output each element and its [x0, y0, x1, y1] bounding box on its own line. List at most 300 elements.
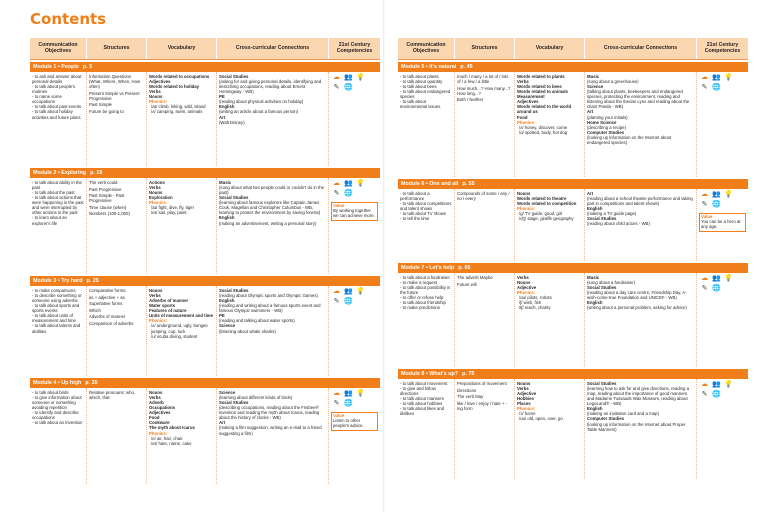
phonics-item: /u/ scuba diving, student [151, 333, 198, 339]
structures-cell [87, 178, 147, 274]
globe-icon: 🌐 [344, 84, 353, 92]
phonics-item: /ɑu/ old, open, over, go [519, 416, 563, 422]
competency-icons [331, 390, 371, 409]
structures-cell [87, 72, 147, 166]
thinking-icon: ☁ [701, 191, 708, 199]
table-header [398, 38, 748, 60]
globe-icon: 🌐 [344, 400, 353, 408]
module-page: p. 15 [90, 170, 103, 176]
vocab-item: Features of nature [149, 308, 187, 314]
objective-item: - to identify and describe occupations [32, 410, 79, 421]
vocab-item: Cookware [149, 420, 170, 426]
value-text: Listen to other people's advice. [333, 417, 364, 428]
module-label: Module 5 • It's natural [401, 64, 457, 70]
value-title: Value [701, 214, 713, 219]
subject-detail: (song about what two people could or couldn't do in the past) [219, 185, 324, 196]
subject-detail: (describing a recipe) [587, 124, 626, 130]
subject-name: Science [219, 323, 236, 329]
subject-name: Music [219, 180, 232, 185]
vocab-item: Nouns [149, 390, 163, 395]
objective-item: - to talk about sports and sports events [32, 303, 80, 314]
globe-icon: 🌐 [712, 391, 721, 399]
cross-curricular-cell [217, 388, 329, 484]
table-header [30, 38, 380, 60]
structure-item: Both / Neither [457, 97, 484, 103]
idea-icon: 💡 [724, 275, 733, 283]
objective-item: - to talk about environmental issues [400, 99, 441, 110]
team-icon: 👥 [344, 390, 353, 398]
thinking-icon: ☁ [333, 74, 340, 82]
phonics-item: /ɔ/ horse [519, 411, 536, 417]
structure-item: The verb could [89, 180, 118, 185]
structure-item: Past Simple [89, 102, 112, 108]
objective-item: - to talk about actions that were happening in the past and were interrupted by other actions in the past [32, 195, 84, 216]
competencies-cell [329, 72, 380, 166]
competency-icons [699, 74, 739, 93]
phonics-label: Phonics: [517, 290, 536, 296]
objective-item: - to talk about hobbies [400, 401, 443, 407]
vocab-item: Measurement [517, 94, 545, 100]
subject-detail: (reading about Olympic sports and Olympic Games) [219, 293, 318, 299]
subject-detail: (learning about different kinds of birds) [219, 395, 293, 401]
vocabulary-cell [515, 273, 585, 367]
phonics-label: Phonics: [517, 119, 536, 125]
thinking-icon: ☁ [701, 275, 708, 283]
phonics-label: Phonics: [517, 206, 536, 212]
vocabulary-cell [515, 189, 585, 261]
module-row [30, 72, 380, 166]
subject-detail: (talking about plants, beekeepers and endangered species, protecting the environment, reading and listening about the Iberian Lynx and reading about the Giant Panda - WB) [587, 89, 690, 110]
structure-item: Future be going to [89, 108, 124, 114]
vocabulary-cell [147, 286, 217, 376]
module-row [398, 189, 748, 261]
objectives-cell [30, 178, 87, 274]
vocabulary-cell [147, 178, 217, 274]
subject-name: Science [219, 390, 236, 395]
subject-detail: (Walt Disney) [219, 119, 245, 125]
objective-item: - to talk about bees [400, 84, 437, 90]
value-box [331, 202, 378, 221]
cross-curricular-cell [585, 379, 697, 479]
objective-item: - to talk about friendship [400, 300, 446, 306]
objectives-cell [398, 189, 455, 261]
structure-item: as + adjective + as [89, 294, 125, 300]
subject-detail: (describing occupations, reading about the Frisbee® invention and reading the myth about Icarus, reading about the history of clocks - WB) [219, 405, 320, 421]
structures-cell [455, 273, 515, 367]
subject-name: Art [219, 420, 226, 426]
vocab-item: Words related to the world around us [517, 104, 572, 115]
phonics-item: /ʌ/ honey, discover, come [519, 124, 568, 130]
vocab-item: Nouns [517, 191, 531, 196]
objective-item: - to talk about ability in the past [32, 180, 82, 191]
vocab-item: Nouns [149, 94, 163, 100]
structures-cell [455, 72, 515, 177]
module-page: p. 35 [85, 380, 98, 386]
module-row [398, 273, 748, 367]
subject-name: English [219, 215, 235, 221]
objectives-cell [398, 273, 455, 367]
phonics-item: /aɪ/ fight, dive, fly, tiger [151, 205, 195, 211]
subject-detail: (reading about child actors - WB) [587, 221, 650, 227]
vocabulary-cell [515, 379, 585, 479]
phonics-label: Phonics: [149, 200, 168, 206]
module-label: Module 7 • Let's help [401, 265, 455, 271]
subject-name: Computer Studies [587, 416, 625, 422]
globe-icon: 🌐 [712, 84, 721, 92]
module-row [398, 72, 748, 177]
module-page: p. 65 [458, 265, 471, 271]
subject-detail: (listening about whale sharks) [219, 328, 276, 334]
structure-item: Comparative forms: [89, 288, 127, 293]
objective-item: - to learn about an explorer's life [32, 215, 67, 226]
objective-item: - to give information about someone or something avoiding repetition [32, 395, 82, 411]
subject-detail: (asking for and giving personal details, identifying and describing occupations, reading about Ernest Hemingway - WB) [219, 79, 322, 95]
subject-detail: (song about a greenhouse) [587, 79, 639, 85]
vocab-item: Verbs [517, 79, 529, 85]
value-box [331, 412, 378, 431]
value-title: Value [333, 203, 345, 208]
idea-icon: 💡 [724, 381, 733, 389]
module-heading [398, 62, 748, 72]
structure-item: Future will [457, 281, 477, 287]
phonics-item: /eɪ/ hate, name, cake [151, 440, 192, 446]
module-page: p. 75 [462, 371, 475, 377]
vocab-item: Hobbies [517, 396, 534, 402]
structure-item: Comparison of adverbs [89, 320, 134, 326]
module-row [398, 379, 748, 479]
cross-curricular-cell [217, 72, 329, 166]
structure-item: Relative pronouns: who, which, that [89, 390, 136, 401]
vocab-item: The myth about Icarus [149, 425, 195, 431]
vocab-item: Adjective [517, 285, 537, 291]
competencies-cell [697, 72, 748, 177]
subject-name: Music [587, 74, 600, 79]
right-modules [398, 62, 748, 479]
subject-name: Social Studies [587, 285, 617, 291]
subject-detail: (making an advertisement, writing a personal story) [219, 220, 317, 226]
header-cross-curricular: Cross-curricular Connections [217, 38, 329, 59]
header-cross-curricular: Cross-curricular Connections [585, 38, 697, 59]
vocab-item: Words related to bees [517, 84, 562, 90]
subject-name: Computer Studies [587, 129, 625, 135]
subject-detail: (looking up information on the Internet about endangered species) [587, 134, 672, 145]
creativity-icon: ✎ [333, 298, 340, 306]
objective-item: - to talk about likes and dislikes [400, 406, 445, 417]
phonics-item: /g/ TV guide, good, girl [519, 211, 563, 217]
value-title: Value [333, 413, 345, 418]
phonics-label: Phonics: [149, 318, 168, 324]
phonics-item: /ʌ/ underground, ugly, bungee jumping, cup, luck [151, 323, 208, 334]
phonics-item: /ɑ/ spotted, body, hot dog [519, 129, 568, 135]
team-icon: 👥 [344, 74, 353, 82]
vocab-item: Words related to plants [517, 74, 565, 79]
value-box [699, 213, 746, 232]
subject-name: English [587, 406, 603, 412]
subject-name: Home Science [587, 119, 617, 125]
vocab-item: Nouns [517, 381, 531, 386]
cross-curricular-cell [217, 286, 329, 376]
header-structures: Structures [87, 38, 147, 59]
thinking-icon: ☁ [333, 288, 340, 296]
competencies-cell [329, 388, 380, 484]
cross-curricular-cell [585, 189, 697, 261]
objective-item: - to talk about manners [400, 396, 444, 402]
objectives-cell [30, 388, 87, 484]
structure-item: Compounds of some / any / no / every [457, 191, 510, 202]
vocab-item: Verbs [149, 395, 161, 401]
structures-cell [87, 286, 147, 376]
structures-cell [87, 388, 147, 484]
competency-icons [331, 180, 371, 199]
module-label: Module 4 • Up high [33, 380, 82, 386]
vocab-item: Places [517, 401, 531, 407]
vocab-item: Food [149, 415, 160, 421]
subject-detail: (learning about famous explorers like Captain James Cook, Magellan and Christopher Columbus - WB, learning to protect the environment by saving forests) [219, 200, 321, 216]
module-heading [30, 378, 380, 388]
subject-name: English [219, 298, 235, 304]
subject-detail: (song about a fundraiser) [587, 280, 636, 286]
thinking-icon: ☁ [333, 390, 340, 398]
objective-item: - to make comparisons [32, 288, 76, 293]
module-heading [30, 168, 380, 178]
objective-item: - to tell the time [400, 216, 430, 222]
subject-name: English [587, 300, 603, 306]
vocab-item: Food [517, 114, 528, 120]
subject-name: Social Studies [219, 288, 249, 293]
module-heading [398, 179, 748, 189]
cross-curricular-cell [585, 273, 697, 367]
objective-item: - to talk about quantity [400, 79, 443, 85]
competencies-cell [697, 189, 748, 261]
subject-detail: (making an invitation card and a map) [587, 411, 659, 417]
module-page: p. 45 [460, 64, 473, 70]
vocab-item: Nouns [149, 190, 163, 196]
idea-icon: 💡 [356, 180, 365, 188]
phonics-item: /dʒ/ stage, giraffe geography [519, 216, 574, 222]
left-modules [30, 62, 380, 484]
vocab-item: Verbs [149, 89, 161, 95]
module-heading [398, 263, 748, 273]
objective-item: - to talk about a performance [400, 191, 430, 202]
structure-item: like / love / enjoy / hate + -ing form [457, 400, 508, 411]
objective-item: - to talk about units of measurement and time [32, 313, 76, 324]
vocab-item: Verbs [517, 275, 529, 280]
structures-cell [455, 189, 515, 261]
objective-item: - to make predictions [400, 305, 440, 311]
vocab-item: Occupations [149, 405, 176, 411]
subject-detail: (learning how to ask for and give directions, reading a map, reading about the importance of good manners and Madame Tussauds Wax Museum, reading about LegoLand® - WB) [587, 386, 689, 407]
objective-item: - to talk about holiday activities and future plans [32, 109, 81, 120]
objectives-cell [398, 72, 455, 177]
objectives-cell [398, 379, 455, 479]
idea-icon: 💡 [356, 74, 365, 82]
vocab-item: Exploration [149, 195, 173, 201]
competency-icons [331, 288, 371, 307]
objective-item: - to talk about birds [32, 390, 69, 395]
module-row [30, 388, 380, 484]
module-label: Module 8 • What's up? [401, 371, 459, 377]
subject-name: Art [587, 191, 594, 196]
subject-name: Science [587, 84, 604, 90]
objective-item: - to talk about plants [400, 74, 439, 79]
competency-icons [699, 191, 739, 210]
left-page [30, 38, 380, 484]
module-page: p. 25 [86, 278, 99, 284]
vocab-item: Words related to holiday [149, 84, 200, 90]
objective-item: - to talk about past events [32, 104, 82, 110]
creativity-icon: ✎ [701, 84, 708, 92]
module-heading [30, 276, 380, 286]
structures-cell [455, 379, 515, 479]
phonics-item: /tʃ/ reach, charity [519, 305, 551, 311]
header-competencies: 21st Century Competencies [704, 41, 741, 54]
structure-item: The adverb Maybe [457, 275, 493, 280]
header-competencies: 21st Century Competencies [336, 41, 373, 54]
competencies-cell [329, 286, 380, 376]
vocab-item: Adjectives [149, 79, 171, 85]
phonics-item: /ʃ/ wish, fish [519, 300, 542, 306]
phonics-item: /eɪ/ sail, play, paint [151, 210, 187, 216]
vocab-item: Nouns [517, 280, 531, 286]
objective-item: - to make a request [400, 280, 438, 286]
header-vocabulary: Vocabulary [147, 38, 217, 59]
cross-curricular-cell [217, 178, 329, 274]
phonics-item: /e/ air, hair, chair [151, 435, 183, 441]
objective-item: - to talk about an invention [32, 420, 83, 426]
phonics-item: /ʌ/ camping, swim, animals [151, 109, 203, 115]
phonics-label: Phonics: [149, 99, 168, 105]
subject-detail: (reading about a day care centre, Friendship Day, A-wish-come-true Foundation and UNICEF - WB) [587, 290, 687, 301]
vocab-item: Actions [149, 180, 165, 185]
vocab-item: Adjective [517, 391, 537, 397]
module-label: Module 6 • One and all [401, 181, 459, 187]
subject-detail: (reading about physical activities on holiday) [219, 99, 304, 105]
competency-icons [699, 275, 739, 294]
subject-name: English [587, 206, 603, 212]
idea-icon: 💡 [724, 74, 733, 82]
vocab-item: Units of measurement and time [149, 313, 213, 319]
team-icon: 👥 [712, 275, 721, 283]
vocab-item: Verbs [149, 293, 161, 299]
structure-item: much / many / a lot of / lots of / a few / a little [457, 74, 509, 85]
globe-icon: 🌐 [712, 285, 721, 293]
structure-item: Superlative forms [89, 301, 123, 307]
vocab-item: Verbs [149, 185, 161, 191]
creativity-icon: ✎ [333, 190, 340, 198]
thinking-icon: ☁ [701, 74, 708, 82]
competencies-cell [697, 379, 748, 479]
thinking-icon: ☁ [701, 381, 708, 389]
subject-detail: (making a film suggestion, writing an e-mail to a friend suggesting a film) [219, 425, 322, 436]
vocabulary-cell [515, 72, 585, 177]
objectives-cell [30, 72, 87, 166]
subject-detail: (reading and talking about water sports) [219, 318, 295, 324]
subject-detail: (planting your initials) [587, 114, 628, 120]
module-row [30, 286, 380, 376]
creativity-icon: ✎ [701, 285, 708, 293]
module-label: Module 1 • People [33, 64, 79, 70]
idea-icon: 💡 [356, 390, 365, 398]
module-page: p. 5 [82, 64, 93, 70]
thinking-icon: ☁ [333, 180, 340, 188]
subject-name: Art [219, 114, 226, 120]
creativity-icon: ✎ [333, 84, 340, 92]
vocab-item: Adjectives [517, 99, 539, 105]
vocab-item: Words related to competition [517, 201, 577, 207]
creativity-icon: ✎ [333, 400, 340, 408]
structure-item: The verb May [457, 394, 484, 400]
vocab-item: Adjectives [149, 410, 171, 416]
structure-item: Adverbs of manner [89, 314, 126, 320]
phonics-label: Phonics: [149, 430, 168, 436]
creativity-icon: ✎ [701, 201, 708, 209]
subject-name: Social Studies [219, 74, 249, 79]
header-communication: Communication Objectives [398, 38, 455, 59]
value-text: By working together we can achieve more. [333, 207, 375, 218]
vocab-item: Nouns [149, 288, 163, 293]
objective-item: - to ask and answer about personal details [32, 74, 82, 85]
objective-item: - to give and follow directions [400, 386, 436, 397]
subject-detail: (reading about a school theatre performance and taking part in competitions and talent shows) [587, 196, 693, 207]
idea-icon: 💡 [724, 191, 733, 199]
subject-detail: (making a TV guide page) [587, 211, 637, 217]
competencies-cell [697, 273, 748, 367]
competency-icons [699, 381, 739, 400]
value-text: You can be a hero at any age. [701, 218, 741, 229]
subject-detail: (reading and writing about a famous sports event and famous Olympic swimmers - WB) [219, 303, 321, 314]
vocab-item: Words related to animals [517, 89, 569, 95]
subject-name: Social Studies [587, 381, 617, 386]
structure-item: Present Simple vs Present Progressive [89, 90, 140, 101]
objectives-cell [30, 286, 87, 376]
subject-name: Art [587, 109, 594, 115]
module-heading [30, 62, 380, 72]
structure-item: How much...? How many...? How long...? [457, 85, 511, 96]
subject-name: Social Studies [219, 195, 249, 201]
subject-name: Social Studies [587, 216, 617, 222]
vocab-item: Adverb [149, 400, 164, 406]
team-icon: 👥 [344, 288, 353, 296]
structure-item: Past Progressive [89, 186, 122, 192]
team-icon: 👥 [712, 381, 721, 389]
header-vocabulary: Vocabulary [515, 38, 585, 59]
objective-item: - to talk about talents and abilities [32, 323, 81, 334]
globe-icon: 🌐 [344, 298, 353, 306]
structure-item: Past Simple - Past Progressive [89, 193, 125, 204]
creativity-icon: ✎ [701, 391, 708, 399]
vocab-item: Words related to theatre [517, 196, 567, 202]
vocab-item: Water sports [149, 303, 176, 309]
objective-item: - to talk about the past [32, 190, 75, 196]
module-heading [398, 369, 748, 379]
team-icon: 👥 [712, 74, 721, 82]
structure-item: Time clause (when) [89, 204, 127, 210]
module-label: Module 3 • Try hard [33, 278, 83, 284]
subject-detail: (writing an article about a famous person) [219, 109, 299, 115]
objective-item: - to talk about people's routines [32, 84, 76, 95]
objective-item: - to talk about a fundraiser [400, 275, 450, 280]
idea-icon: 💡 [356, 288, 365, 296]
subject-name: English [219, 104, 235, 110]
module-row [30, 178, 380, 274]
objective-item: - to offer or refuse help [400, 295, 444, 301]
cross-curricular-cell [585, 72, 697, 177]
objective-item: - to describe something or someone using adverbs [32, 293, 82, 304]
team-icon: 👥 [344, 180, 353, 188]
structure-item: Directions [457, 387, 477, 393]
page-title: Contents [30, 10, 107, 28]
subject-detail: (looking up information on the Internet about Proper Table Manners) [587, 421, 686, 432]
